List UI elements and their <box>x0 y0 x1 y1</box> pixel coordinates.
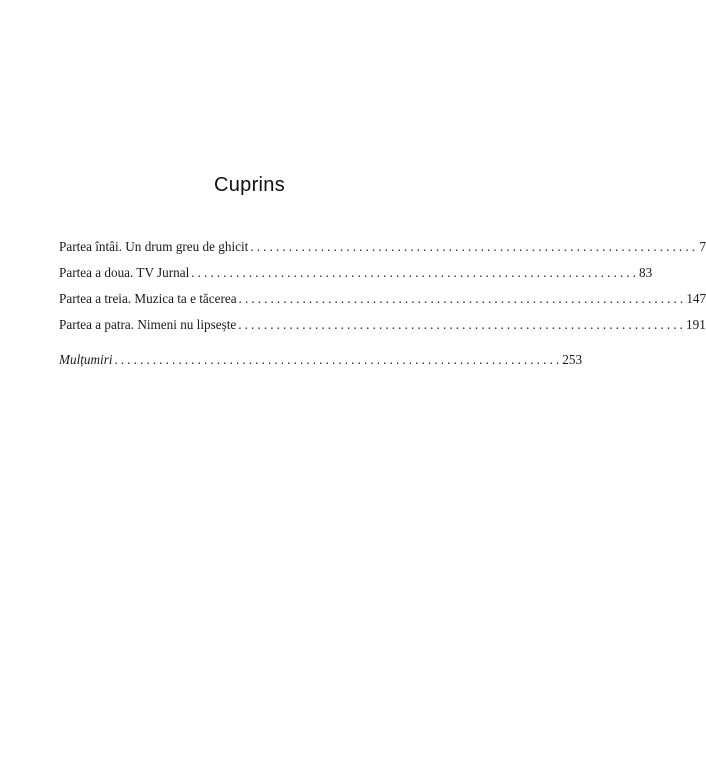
toc-entry-page: 191 <box>686 317 706 332</box>
toc-entry-page: 7 <box>699 239 706 254</box>
toc-entry-page: 253 <box>562 352 583 367</box>
toc-entry[interactable] <box>59 350 583 369</box>
toc-entry-label: Mulțumiri <box>59 352 113 367</box>
toc-entry-label: Partea a patra. Nimeni nu lipsește <box>59 317 237 332</box>
toc-entry[interactable] <box>59 289 706 308</box>
toc-entry-page: 147 <box>686 291 706 306</box>
dot-leader: ...................................................................... <box>238 291 687 306</box>
toc-entry[interactable] <box>59 237 706 256</box>
toc-entry[interactable] <box>59 263 653 282</box>
dot-leader: ...................................................................... <box>238 317 687 332</box>
table-of-contents <box>59 237 706 369</box>
dot-leader: ...................................................................... <box>191 265 640 280</box>
toc-entry-label: Partea întâi. Un drum greu de ghicit <box>59 239 249 254</box>
toc-entry-page: 83 <box>639 265 653 280</box>
toc-entry-label: Partea a treia. Muzica ta e tăcerea <box>59 291 237 306</box>
toc-entry[interactable] <box>59 315 706 334</box>
page-title: Cuprins <box>213 174 286 196</box>
dot-leader: ...................................................................... <box>250 239 699 254</box>
toc-entry-label: Partea a doua. TV Jurnal <box>59 265 190 280</box>
dot-leader: ...................................................................... <box>114 352 563 367</box>
